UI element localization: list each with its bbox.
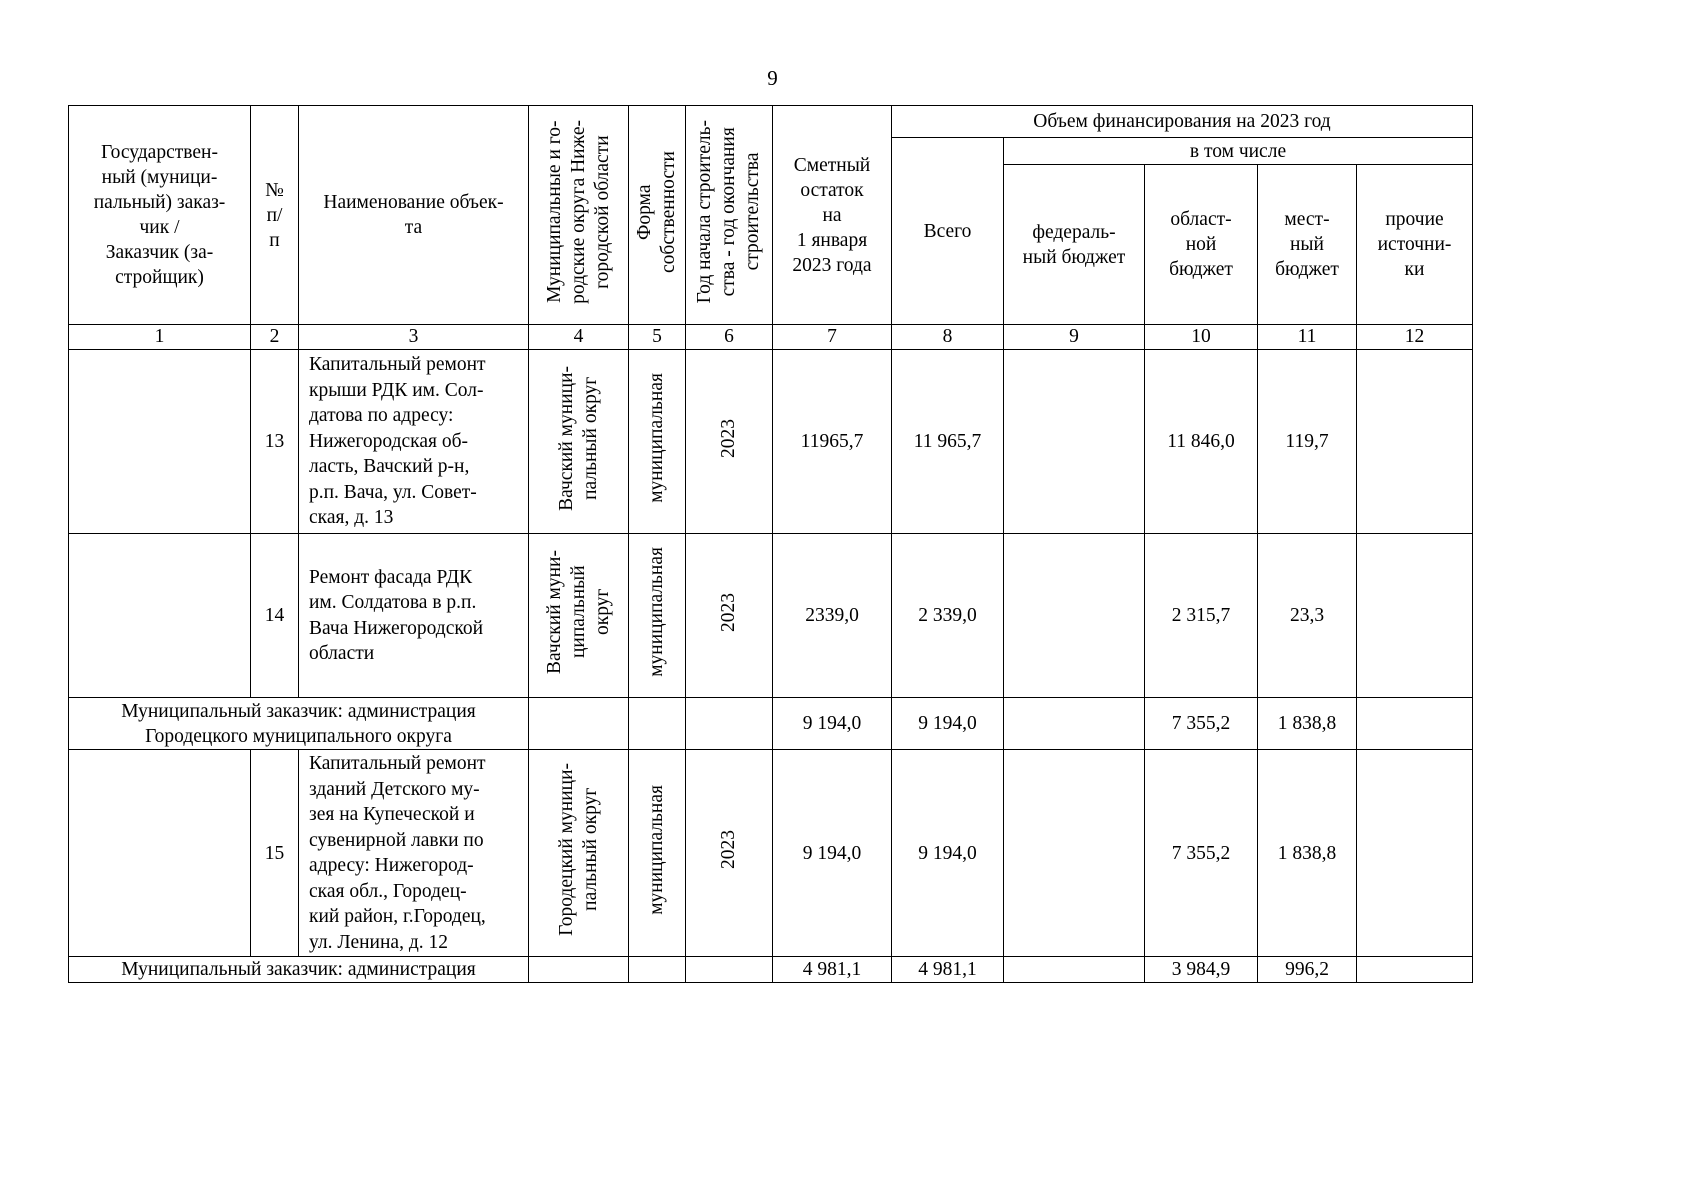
column-number: 10 <box>1145 325 1258 350</box>
ownership-cell <box>629 698 686 750</box>
ownership-cell: муниципальная <box>629 350 686 534</box>
group-customer: Муниципальный заказчик: администрация <box>69 957 529 983</box>
local-cell: 1 838,8 <box>1258 750 1357 957</box>
total-cell: 11 965,7 <box>892 350 1004 534</box>
header-federal: федераль- ный бюджет <box>1004 165 1145 325</box>
district-cell: Вачский муници- пальный округ <box>529 350 629 534</box>
column-number: 6 <box>686 325 773 350</box>
group-customer: Муниципальный заказчик: администрация Городецкого муниципального округа <box>69 698 529 750</box>
header-total: Всего <box>892 138 1004 325</box>
year-cell <box>686 957 773 983</box>
total-cell: 4 981,1 <box>892 957 1004 983</box>
estimate-cell: 11965,7 <box>773 350 892 534</box>
page-number: 9 <box>767 66 778 90</box>
regional-cell: 7 355,2 <box>1145 750 1258 957</box>
column-number: 3 <box>299 325 529 350</box>
ownership-cell <box>629 957 686 983</box>
header-object-name: Наименование объек- та <box>299 106 529 325</box>
district-cell: Городецкий муници- пальный округ <box>529 750 629 957</box>
row-number: 14 <box>251 534 299 698</box>
table-row <box>69 750 1473 957</box>
total-cell: 9 194,0 <box>892 750 1004 957</box>
financing-table <box>68 105 1473 983</box>
regional-cell: 2 315,7 <box>1145 534 1258 698</box>
total-cell: 2 339,0 <box>892 534 1004 698</box>
estimate-cell: 2339,0 <box>773 534 892 698</box>
regional-cell: 3 984,9 <box>1145 957 1258 983</box>
estimate-cell: 9 194,0 <box>773 750 892 957</box>
federal-cell <box>1004 698 1145 750</box>
other-cell <box>1357 957 1473 983</box>
header-district: Муниципальные и го- родские округа Ниже- городской области <box>529 106 629 325</box>
other-cell <box>1357 350 1473 534</box>
column-number: 4 <box>529 325 629 350</box>
customer-cell <box>69 534 251 698</box>
other-cell <box>1357 698 1473 750</box>
header-other: прочие источни- ки <box>1357 165 1473 325</box>
district-cell <box>529 698 629 750</box>
column-number: 8 <box>892 325 1004 350</box>
header-years: Год начала строитель- ства - год окончания строительства <box>686 106 773 325</box>
column-number: 1 <box>69 325 251 350</box>
year-cell: 2023 <box>686 534 773 698</box>
regional-cell: 11 846,0 <box>1145 350 1258 534</box>
ownership-cell: муниципальная <box>629 534 686 698</box>
district-cell: Вачский муни- ципальный округ <box>529 534 629 698</box>
federal-cell <box>1004 534 1145 698</box>
local-cell: 1 838,8 <box>1258 698 1357 750</box>
year-cell: 2023 <box>686 750 773 957</box>
table-row <box>69 350 1473 534</box>
column-numbers-row <box>69 325 1473 350</box>
group-row <box>69 957 1473 983</box>
district-cell <box>529 957 629 983</box>
row-number: 13 <box>251 350 299 534</box>
group-row <box>69 698 1473 750</box>
local-cell: 996,2 <box>1258 957 1357 983</box>
column-number: 2 <box>251 325 299 350</box>
header-including: в том числе <box>1004 138 1473 165</box>
object-name: Ремонт фасада РДК им. Солдатова в р.п. Вача Нижегородской области <box>299 534 529 698</box>
column-number: 5 <box>629 325 686 350</box>
other-cell <box>1357 750 1473 957</box>
federal-cell <box>1004 957 1145 983</box>
local-cell: 119,7 <box>1258 350 1357 534</box>
federal-cell <box>1004 350 1145 534</box>
estimate-cell: 4 981,1 <box>773 957 892 983</box>
header-customer: Государствен- ный (муници- пальный) заказ- чик / Заказчик (за- стройщик) <box>69 106 251 325</box>
other-cell <box>1357 534 1473 698</box>
table-row <box>69 534 1473 698</box>
customer-cell <box>69 350 251 534</box>
federal-cell <box>1004 750 1145 957</box>
total-cell: 9 194,0 <box>892 698 1004 750</box>
header-funding-title: Объем финансирования на 2023 год <box>892 106 1473 138</box>
customer-cell <box>69 750 251 957</box>
header-local: мест- ный бюджет <box>1258 165 1357 325</box>
year-cell <box>686 698 773 750</box>
header-estimate: Сметный остаток на 1 января 2023 года <box>773 106 892 325</box>
header-number: № п/ п <box>251 106 299 325</box>
year-cell: 2023 <box>686 350 773 534</box>
estimate-cell: 9 194,0 <box>773 698 892 750</box>
object-name: Капитальный ремонт зданий Детского му- зея на Купеческой и сувенирной лавки по адресу: Нижегород- ская обл., Городец- кий район, г.Городец, ул. Ленина, д. 12 <box>299 750 529 957</box>
local-cell: 23,3 <box>1258 534 1357 698</box>
object-name: Капитальный ремонт крыши РДК им. Сол- датова по адресу: Нижегородская об- ласть, Вачский р-н, р.п. Вача, ул. Совет- ская, д. 13 <box>299 350 529 534</box>
column-number: 9 <box>1004 325 1145 350</box>
header-regional: област- ной бюджет <box>1145 165 1258 325</box>
column-number: 12 <box>1357 325 1473 350</box>
column-number: 7 <box>773 325 892 350</box>
ownership-cell: муниципальная <box>629 750 686 957</box>
column-number: 11 <box>1258 325 1357 350</box>
regional-cell: 7 355,2 <box>1145 698 1258 750</box>
row-number: 15 <box>251 750 299 957</box>
header-ownership: Форма собственности <box>629 106 686 325</box>
